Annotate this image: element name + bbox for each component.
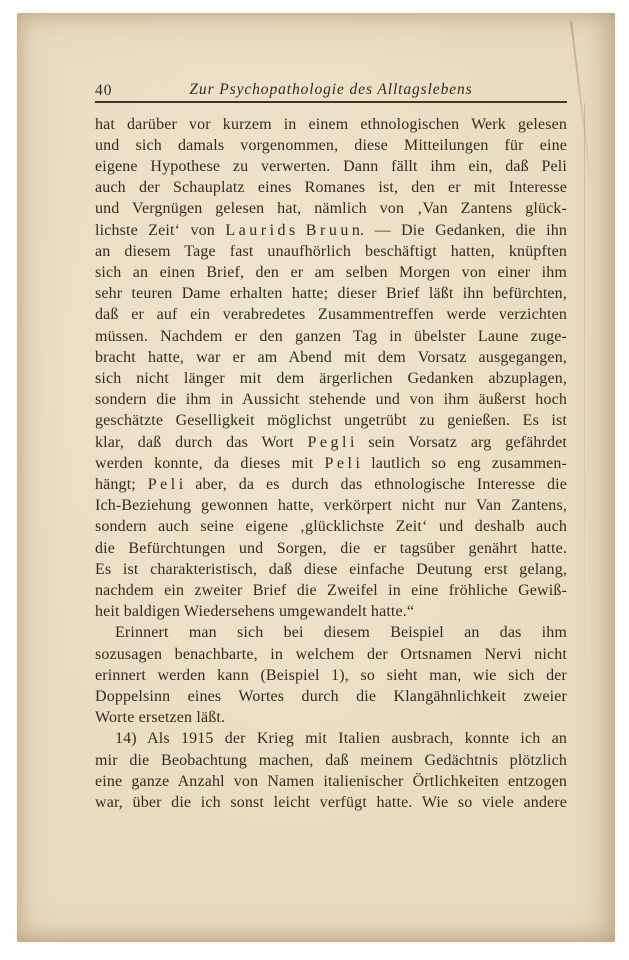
- text-line: und sich damals vorgenommen, diese Mitteilungen für eine: [95, 136, 567, 154]
- text-line: Doppelsinn eines Wortes durch die Klangähnlichkeit zweier: [95, 687, 567, 705]
- text-line: geschätzte Geselligkeit möglichst ungetrübt zu genießen. Es ist: [95, 412, 567, 430]
- text-line: die Befürchtungen und Sorgen, die er tagsüber genährt hatte.: [95, 539, 567, 557]
- text-line: sondern auch seine eigene ‚glücklichste Zeit‘ und deshalb auch: [95, 518, 567, 536]
- text-line: heit baldigen Wiedersehens umgewandelt hatte.“: [95, 603, 415, 621]
- text-line: bracht hatte, war er am Abend mit dem Vorsatz ausgegangen,: [95, 348, 567, 366]
- text-line: eine ganze Anzahl von Namen italienischer Örtlichkeiten entzogen: [95, 772, 567, 790]
- text-line: daß er auf ein verabredetes Zusammentreffen werde verzichten: [95, 306, 567, 324]
- text-line: hängt; P e l i aber, da es durch das ethnologische Interesse die: [95, 475, 567, 493]
- text-line: klar, daß durch das Wort P e g l i sein Vorsatz arg gefährdet: [95, 433, 567, 451]
- text-line: an diesem Tage fast unaufhörlich beschäftigt hatten, knüpften: [95, 242, 567, 260]
- text-line: Es ist charakteristisch, daß diese einfache Deutung erst gelang,: [95, 560, 567, 578]
- text-line: erinnert werden kann (Beispiel 1), so sieht man, wie sich der: [95, 666, 567, 684]
- text-line: mir die Beobachtung machen, daß meinem Gedächtnis plötzlich: [95, 751, 567, 769]
- page-crease: [570, 21, 591, 180]
- text-line: und Vergnügen gelesen hat, nämlich von ‚Van Zantens glück-: [95, 200, 567, 218]
- paragraph-continuation: [95, 114, 567, 623]
- text-line: lichste Zeit‘ von L a u r i d s B r u u n. — Die Gedanken, die ihn: [95, 221, 567, 239]
- text-line: Worte ersetzen läßt.: [95, 709, 226, 727]
- header-rule: [95, 101, 567, 103]
- text-line: auch der Schauplatz eines Romanes ist, den er mit Interesse: [95, 179, 567, 197]
- running-title: Zur Psychopathologie des Alltagslebens: [189, 81, 473, 98]
- text-line: 14) Als 1915 der Krieg mit Italien ausbrach, konnte ich an: [115, 730, 567, 748]
- page-header: [95, 81, 567, 101]
- text-line: sozusagen benachbarte, in welchem der Ortsnamen Nervi nicht: [95, 645, 567, 663]
- text-line: Erinnert man sich bei diesem Beispiel an das ihm: [115, 624, 567, 642]
- text-line: Ich-Beziehung gewonnen hatte, verkörpert nicht nur Van Zantens,: [95, 497, 567, 515]
- page-fold-shadow: [584, 103, 585, 863]
- text-line: nachdem ein zweiter Brief die Zweifel in eine fröhliche Gewiß-: [95, 581, 567, 599]
- text-line: eigene Hypothese zu verwerten. Dann fällt ihm ein, daß Peli: [95, 157, 567, 175]
- text-line: sich nicht länger mit dem ärgerlichen Gedanken abzuplagen,: [95, 369, 567, 387]
- book-page-scan: [17, 13, 615, 942]
- text-line: werden konnte, da dieses mit P e l i lautlich so eng zusammen-: [95, 454, 567, 472]
- text-line: hat darüber vor kurzem in einem ethnologischen Werk gelesen: [95, 115, 567, 133]
- page-body: [95, 114, 567, 814]
- page-number: 40: [95, 82, 113, 99]
- paragraph-example-14: [95, 728, 567, 813]
- text-line: sondern die ihm in Aussicht stehende und von ihm äußerst hoch: [95, 391, 567, 409]
- text-line: sich an einen Brief, den er am selben Morgen von einer ihm: [95, 263, 567, 281]
- text-line: sehr teuren Dame erhalten hatte; dieser Brief läßt ihn befürchten,: [95, 285, 567, 303]
- paragraph-erinnert: [95, 622, 567, 728]
- text-line: müssen. Nachdem er den ganzen Tag in übelster Laune zuge-: [95, 327, 567, 345]
- text-line: war, über die ich sonst leicht verfügt hatte. Wie so viele andere: [95, 794, 567, 811]
